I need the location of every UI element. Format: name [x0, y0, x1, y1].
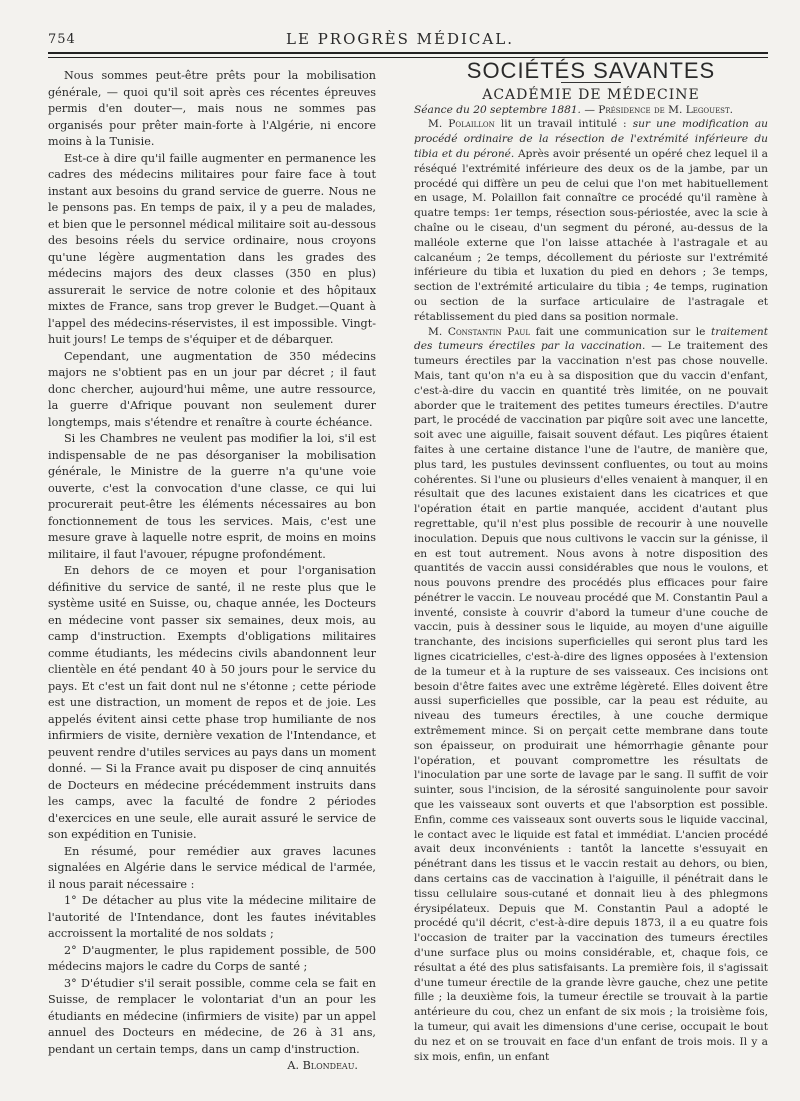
author-signature: A. Blondeau.	[287, 1059, 358, 1072]
paragraph: Si les Chambres ne veulent pas modifier la loi, s'il est indispensable de ne pas désorganiser la mobilisation générale, le Ministre de la guerre n'a qu'une voie ouverte, c'est la convocation d'une classe, ce qui lui procurerait peut-être les éléments nécessaires au bon fonctionnement de tous les services. Mais, c'est une mesure grave à laquelle notre esprit, de moins en moins militaire, il faut l'avouer, répugne profondément.	[48, 432, 376, 561]
section-title: SOCIÉTÉS SAVANTES	[466, 58, 716, 83]
report-polaillon	[414, 117, 768, 324]
meeting-line	[414, 103, 768, 118]
report-constantin-paul	[414, 325, 768, 1065]
report-title: sur une modification au procédé ordinaire de la résection de l'extrémité inférieure du tibia et du péroné.	[414, 118, 768, 160]
author-name: M. Polaillon	[428, 118, 495, 131]
report-body: — Le traitement des tumeurs érectiles par la vaccination n'est pas chose nouvelle. Mais, tant qu'on n'a eu à sa disposition que du vaccin d'enfant, c'est-à-dire du vaccin en quantité très limitée, on ne pouvait aborder que le traitement des petites tumeurs érectiles. D'autre part, le procédé de vaccination par piqûre soit avec une lancette, soit avec une aiguille, faisait souvent défaut. Les piqûres étaient faites à une certaine distance l'une de l'autre, de manière que, plus tard, les pustules devinssent confluentes, ou tout au moins cohérentes. Si l'une ou plusieurs d'elles venaient à manquer, il en résultait que des lacunes existaient dans les cicatrices et que l'opération était en partie manquée, accident d'autant plus regrettable, qu'il n'est plus possible de recourir à une nouvelle inoculation. Depuis que nous cultivons le vaccin sur la génisse, il en est tout autrement. Nous avons à notre disposition des quantités de vaccin aussi considérables que nous le voulons, et nous pouvons prendre des procédés plus efficaces pour faire pénétrer le vaccin. Le nouveau procédé que M. Constantin Paul a inventé, consiste à couvrir d'abord la tumeur d'une couche de vaccin, puis à dessiner sous le liquide, au moyen d'une aiguille tranchante, des incisions superficielles qui seront plus tard les lignes cicatricielles, c'est-à-dire des lignes opposées à l'extension de la tumeur et à la rupture de ses vaisseaux. Ces incisions ont besoin d'être faites avec une extrême légèreté. Elles doivent être aussi superficielles que possible, car la peau est réduite, au niveau des tumeurs érectiles, à une couche dermique extrêmement mince. Si on perçait cette membrane dans toute son épaisseur, on produirait une hémorrhagie gênante pour l'opération, et pouvant compromettre les résultats de l'inoculation par une sorte de lavage par le sang. Il suffit de voir suinter, sous l'incision, de la sérosité sanguinolente pour savoir que les vaisseaux sont ouverts et que l'absorption est possible. Enfin, comme ces vaisseaux sont ouverts sous le liquide vaccinal, le contact avec le liquide est fatal et immédiat. L'ancien procédé avait deux inconvénients : tantôt la lancette s'essuyait en pénétrant dans les tissus et le vaccin restait au dehors, ou bien, dans certains cas de vaccination à l'aiguille, il pénétrait dans le tissu cellulaire sous-cutané et donnait lieu à des phlegmons érysipélateux. Depuis que M. Constantin Paul a adopté le procédé qu'il décrit, c'est-à-dire depuis 1873, il a eu quatre fois l'occasion de traiter par la vaccination des tumeurs érectiles d'une surface plus ou moins considérable, et, chaque fois, ce résultat a été des plus satisfaisants. La première fois, il s'agissait d'une tumeur érectile de la grande lèvre gauche, chez une petite fille ; la deuxième fois, la tumeur érectile se trouvait à la partie antérieure du cou, chez un enfant de six mois ; la troisième fois, la tumeur, qui avait les dimensions d'une cerise, occupait le bout du nez et on se trouvait en face d'un enfant de trois mois. Il y a six mois, enfin, un enfant	[414, 340, 768, 1063]
academy-heading: ACADÉMIE DE MÉDECINE	[482, 86, 700, 103]
left-column	[48, 68, 376, 1075]
report-body: Après avoir présenté un opéré chez lequel il a réséqué l'extrémité inférieure des deux os de la jambe, par un procédé qui diffère un peu de celui que l'on met habituellement en usage, M. Polaillon fait connaître ce procédé qu'il ramène à quatre temps: 1er temps, résection sous-périostée, avec la scie à chaîne ou le ciseau, d'un segment du péroné, au-dessus de la malléole externe que l'on laisse attachée à l'astragale et au calcanéum ; 2e temps, décollement du périoste sur l'extrémité inférieure du tibia et luxation du pied en dehors ; 3e temps, section de l'extrémité articulaire du tibia ; 4e temps, rugination ou section de la surface articulaire de l'astragale et rétablissement du pied dans sa position normale.	[414, 147, 768, 323]
header-rule	[48, 52, 768, 54]
paragraph: Est-ce à dire qu'il faille augmenter en permanence les cadres des médecins militaires pour faire face à tout instant aux besoins du grand service de guerre. Nous ne le pensons pas. En temps de paix, il y a peu de malades, et bien que le personnel médical militaire soit au-dessous des besoins réels du service ordinaire, nous croyons qu'une légère augmentation dans les grades des médecins majors des deux classes (350 en plus) assurerait le service de notre colonie et des hôpitaux mixtes de France, sans trop grever le Budget.—Quant à l'appel des médecins-réservistes, il est impossible. Vingt-huit jours! Le temps de s'équiper et de débarquer.	[48, 151, 376, 346]
paragraph: 2° D'augmenter, le plus rapidement possible, de 500 médecins majors le cadre du Corps de santé ;	[48, 943, 376, 973]
paragraph: 1° De détacher au plus vite la médecine militaire de l'autorité de l'Intendance, dont les fautes inévitables accroissent la mortalité de nos soldats ;	[48, 894, 376, 940]
paragraph: En résumé, pour remédier aux graves lacunes signalées en Algérie dans le service médical de l'armée, il nous parait nécessaire :	[48, 844, 376, 891]
author-name: M. Constantin Paul	[428, 325, 530, 338]
meeting-date: Séance du 20 septembre 1881.	[414, 103, 581, 116]
meeting-president: — Présidence de M. Legouest.	[584, 103, 734, 116]
report-intro: fait une communication sur le	[529, 325, 712, 338]
paragraph: 3° D'étudier s'il serait possible, comme cela se fait en Suisse, de remplacer le volontariat d'un an pour les étudiants en médecine (infirmiers de visite) par un appel annuel des Docteurs en médecine, de 26 à 31 ans, pendant un certain temps, dans un camp d'instruction.	[48, 976, 376, 1056]
report-title: traitement des tumeurs érectiles par la vaccination.	[414, 325, 768, 353]
journal-title: LE PROGRÈS MÉDICAL.	[286, 30, 514, 48]
paragraph: Cependant, une augmentation de 350 médecins majors ne s'obtient pas en un jour par décret ; il faut donc chercher, aujourd'hui même, une autre ressource, la guerre d'Afrique pouvant non seulement durer longtemps, mais s'étendre et renaître à courte échéance.	[48, 349, 376, 429]
report-intro: lit un travail intitulé :	[494, 118, 633, 131]
paragraph: En dehors de ce moyen et pour l'organisation définitive du service de santé, il ne reste plus que le système usité en Suisse, ou, chaque année, les Docteurs en médecine vont passer six semaines, deux mois, au camp d'instruction. Exempts d'obligations militaires comme étudiants, les médecins civils abandonnent leur clientèle en été pendant 40 à 50 jours pour le service du pays. Et c'est un fait dont nul ne s'étonne ; cette période est une distraction, un moment de repos et de joie. Les appelés évitent ainsi cette phase trop humiliante de nos infirmiers de visite, dernière vexation de l'Intendance, et peuvent rendre d'utiles services au pays dans un moment donné. — Si la France avait pu disposer de cinq annuités de Docteurs en médecine précédemment instruits dans les camps, avec la faculté de fondre 2 périodes d'exercices en une seule, elle aurait assuré le service de son expédition en Tunisie.	[48, 564, 376, 841]
right-column	[414, 58, 768, 1064]
paragraph: Nous sommes peut-être prêts pour la mobilisation générale, — quoi qu'il soit après ces récentes épreuves permis d'en douter—, mais nous ne sommes pas organisés pour prêter main-forte à l'Algérie, ni encore moins à la Tunisie.	[48, 69, 376, 148]
page-number: 754	[48, 32, 76, 47]
